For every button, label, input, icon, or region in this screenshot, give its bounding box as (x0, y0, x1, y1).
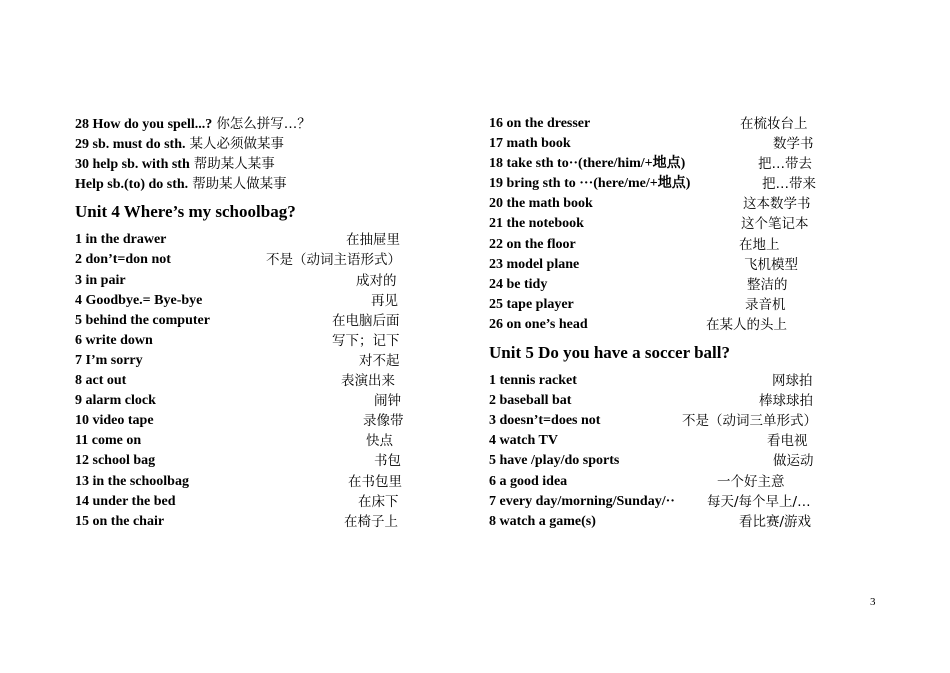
english-phrase: 5 behind the computer (75, 312, 210, 328)
chinese-meaning: 网球拍 (772, 373, 813, 390)
list-item (75, 431, 420, 451)
list-item (489, 295, 834, 315)
english-phrase: 23 model plane (489, 256, 580, 272)
chinese-meaning: 表演出来 (341, 373, 395, 390)
chinese-meaning: 棒球球拍 (759, 393, 813, 410)
english-phrase: 6 a good idea (489, 473, 568, 489)
chinese-meaning: 某人必须做某事 (189, 136, 284, 153)
english-phrase: 30 help sb. with sth (75, 157, 190, 173)
english-phrase: 14 under the bed (75, 493, 176, 509)
english-phrase: 16 on the dresser (489, 116, 591, 131)
english-phrase: 6 write down (75, 332, 153, 348)
chinese-meaning: 这本数学书 (743, 196, 811, 213)
list-item (489, 431, 834, 451)
english-phrase: 8 act out (75, 373, 127, 389)
chinese-meaning: 这个笔记本 (741, 216, 809, 233)
english-phrase: 4 Goodbye.= Bye-bye (75, 292, 203, 308)
chinese-meaning: 录音机 (745, 296, 786, 313)
chinese-meaning: 在地上 (739, 236, 780, 253)
chinese-meaning: 对不起 (359, 352, 400, 369)
list-item (75, 512, 420, 532)
list-item (75, 291, 420, 311)
english-phrase: 7 every day/morning/Sunday/·· (489, 493, 675, 509)
list-item (75, 311, 420, 331)
chinese-meaning: 把…带来 (762, 176, 816, 193)
list-item (489, 472, 834, 492)
left-column (75, 114, 420, 532)
english-phrase: 9 alarm clock (75, 393, 156, 409)
chinese-meaning: 把…带去 (758, 156, 812, 173)
list-item (75, 371, 420, 391)
list-item (489, 391, 834, 411)
list-item (489, 134, 834, 154)
chinese-meaning: 在床下 (358, 493, 399, 510)
english-phrase: 10 video tape (75, 413, 154, 429)
english-phrase: 11 come on (75, 433, 142, 449)
list-item (489, 114, 834, 134)
list-item (75, 271, 420, 291)
list-item (489, 174, 834, 194)
english-phrase: 18 take sth to··(there/him/+地点) (489, 156, 686, 172)
chinese-meaning: 闹钟 (374, 393, 401, 410)
english-phrase: 4 watch TV (489, 433, 558, 449)
english-phrase: 28 How do you spell...? (75, 117, 213, 132)
list-item (75, 154, 420, 174)
chinese-meaning: 再见 (371, 292, 398, 309)
chinese-meaning: 在抽屉里 (346, 232, 400, 249)
list-item (75, 331, 420, 351)
english-phrase: 21 the notebook (489, 216, 584, 232)
unit-4-heading: Unit 4 Where’s my schoolbag? (75, 202, 296, 222)
list-item (489, 451, 834, 471)
chinese-meaning: 在梳妆台上 (740, 116, 808, 132)
list-item (75, 134, 420, 154)
chinese-meaning: 帮助某人某事 (193, 156, 275, 173)
chinese-meaning: 快点 (366, 433, 393, 450)
chinese-meaning: 看电视 (767, 433, 808, 450)
right-column (489, 114, 834, 532)
english-phrase: 24 be tidy (489, 276, 548, 292)
chinese-meaning: 看比赛/游戏 (739, 513, 812, 530)
english-phrase: 13 in the schoolbag (75, 473, 189, 489)
list-item (75, 472, 420, 492)
chinese-meaning: 不是（动词主语形式） (266, 252, 401, 269)
list-item (489, 214, 834, 234)
list-item (489, 235, 834, 255)
chinese-meaning: 录像带 (363, 413, 404, 430)
chinese-meaning: 在电脑后面 (332, 312, 400, 329)
list-item (75, 451, 420, 471)
chinese-meaning: 每天/每个早上/… (707, 493, 811, 510)
chinese-meaning: 飞机模型 (744, 256, 798, 273)
chinese-meaning: 在椅子上 (344, 513, 398, 530)
chinese-meaning: 成对的 (356, 272, 397, 289)
list-item (489, 275, 834, 295)
page-number: 3 (870, 596, 876, 608)
english-phrase: 22 on the floor (489, 236, 576, 252)
chinese-meaning: 你怎么拼写…？ (216, 116, 311, 132)
chinese-meaning: 帮助某人做某事 (192, 176, 287, 193)
list-item (75, 114, 420, 134)
english-phrase: 15 on the chair (75, 513, 165, 529)
english-phrase: 5 have /play/do sports (489, 453, 620, 469)
english-phrase: 2 don’t=don not (75, 252, 171, 268)
chinese-meaning: 不是（动词三单形式） (682, 413, 817, 430)
english-phrase: 1 in the drawer (75, 232, 167, 248)
english-phrase: 26 on one’s head (489, 316, 588, 332)
list-item (75, 250, 420, 270)
chinese-meaning: 一个好主意 (717, 473, 785, 490)
chinese-meaning: 在某人的头上 (706, 316, 787, 333)
english-phrase: 2 baseball bat (489, 393, 572, 409)
list-item (489, 411, 834, 431)
list-item (489, 315, 834, 335)
list-item (489, 255, 834, 275)
unit-5-heading: Unit 5 Do you have a soccer ball? (489, 343, 730, 363)
list-item (75, 351, 420, 371)
english-phrase: 19 bring sth to ···(here/me/+地点) (489, 176, 691, 192)
list-item (75, 492, 420, 512)
list-item (489, 512, 834, 532)
list-item (75, 411, 420, 431)
english-phrase: 1 tennis racket (489, 373, 577, 389)
list-item (489, 154, 834, 174)
english-phrase: 25 tape player (489, 296, 574, 312)
chinese-meaning: 数学书 (773, 136, 814, 153)
chinese-meaning: 在书包里 (348, 473, 402, 490)
english-phrase: 3 in pair (75, 272, 126, 288)
chinese-meaning: 整洁的 (747, 276, 788, 293)
english-phrase: 3 doesn’t=does not (489, 413, 601, 429)
list-item (489, 194, 834, 214)
chinese-meaning: 写下；记下 (332, 332, 400, 349)
english-phrase: Help sb.(to) do sth. (75, 177, 189, 193)
list-item (75, 391, 420, 411)
list-item (489, 371, 834, 391)
english-phrase: 12 school bag (75, 453, 156, 469)
chinese-meaning: 做运动 (773, 453, 814, 470)
chinese-meaning: 书包 (374, 453, 401, 470)
english-phrase: 8 watch a game(s) (489, 513, 596, 529)
english-phrase: 29 sb. must do sth. (75, 137, 186, 153)
list-item (489, 492, 834, 512)
english-phrase: 7 I’m sorry (75, 352, 143, 368)
english-phrase: 20 the math book (489, 196, 593, 212)
list-item (75, 230, 420, 250)
english-phrase: 17 math book (489, 136, 571, 152)
list-item (75, 174, 420, 194)
